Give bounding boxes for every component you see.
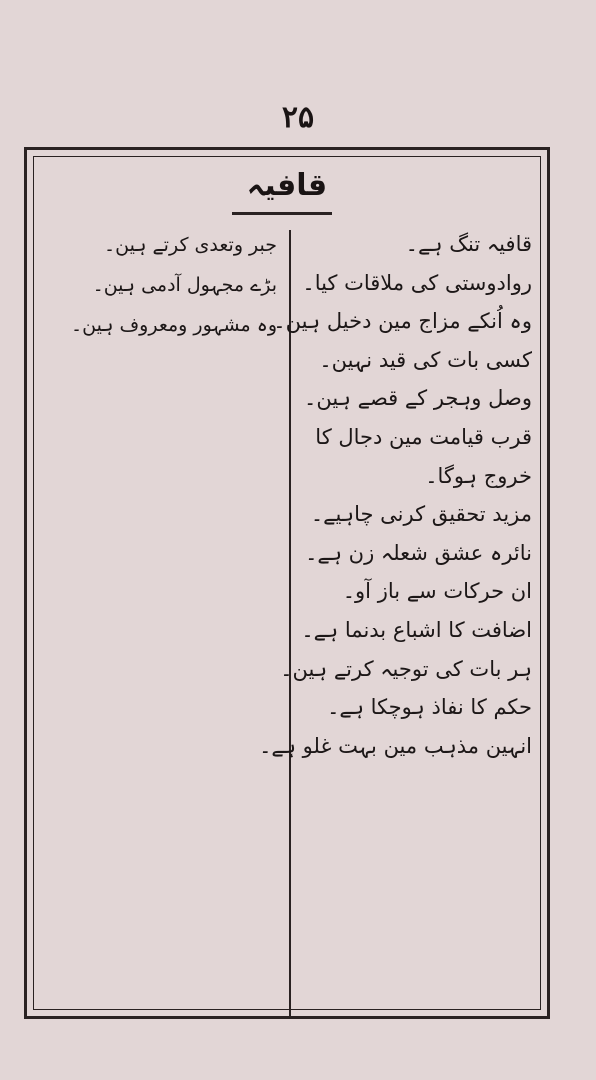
text-line: حکم کا نفاذ ہوچکا ہے۔	[327, 695, 532, 720]
text-line: جبر وتعدی کرتے ہین۔	[104, 234, 277, 256]
left-column	[47, 225, 277, 345]
text-line: وصل وہجر کے قصے ہین۔	[304, 386, 532, 411]
right-column	[259, 225, 532, 765]
text-line: انہین مذہب مین بہت غلو ہے۔	[259, 733, 532, 758]
section-heading: قافیہ	[246, 168, 328, 203]
page-frame	[24, 147, 550, 1019]
text-line: اضافت کا اشباع بدنما ہے۔	[301, 617, 532, 642]
text-line: ان حرکات سے باز آو۔	[342, 579, 532, 604]
text-line: وہ اُنکے مزاج مین دخیل ہین۔	[273, 309, 532, 334]
heading-underline	[232, 212, 332, 215]
text-line: بڑے مجہول آدمی ہین۔	[92, 274, 277, 296]
text-line: ہر بات کی توجیہ کرتے ہین۔	[280, 656, 532, 681]
text-line: وہ مشہور ومعروف ہین۔	[70, 314, 277, 336]
column-divider	[289, 230, 291, 1016]
text-line: نائرہ عشق شعلہ زن ہے۔	[305, 540, 532, 565]
page-number: ۲۵	[281, 100, 315, 135]
text-line: مزید تحقیق کرنی چاہیے۔	[310, 502, 532, 527]
text-line: قرب قیامت مین دجال کا	[315, 424, 532, 449]
text-line: خروج ہوگا۔	[425, 463, 532, 488]
text-line: قافیہ تنگ ہے۔	[405, 232, 532, 256]
text-line: کسی بات کی قید نہین۔	[319, 347, 532, 372]
text-line: روادوستی کی ملاقات کیا۔	[302, 270, 532, 295]
